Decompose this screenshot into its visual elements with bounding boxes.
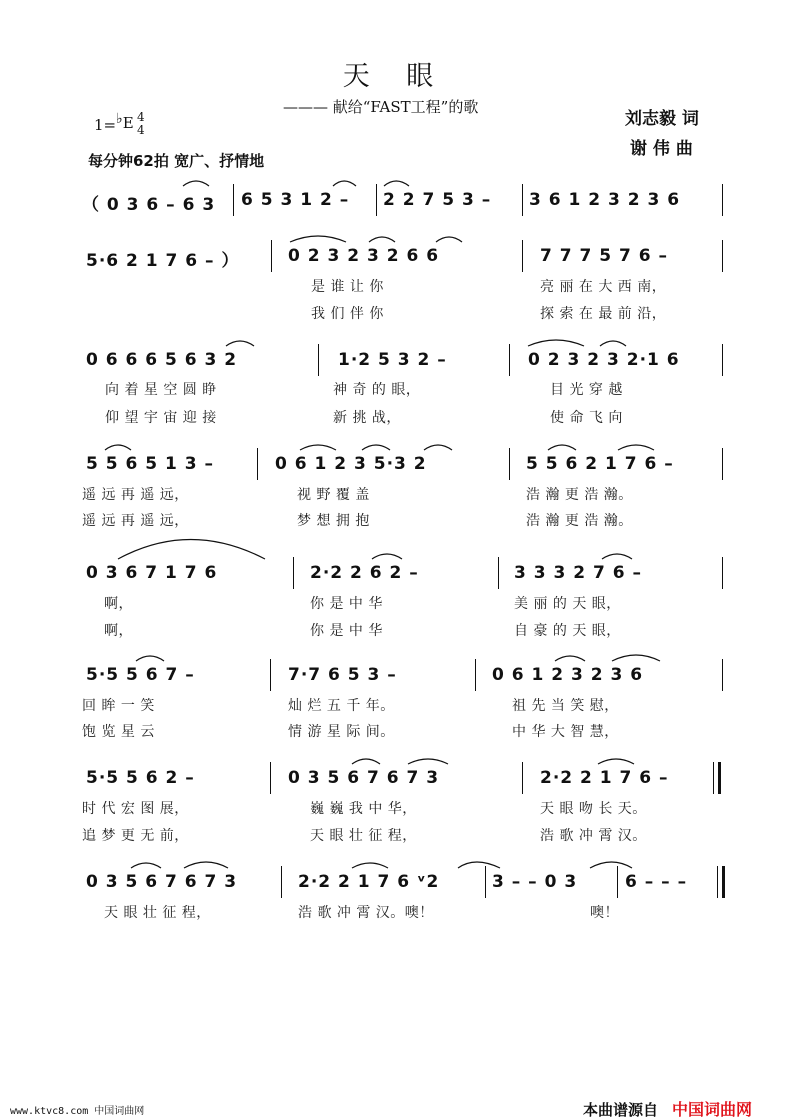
lyrics-s4-m1-v2: 遥 远 再 遥 远，: [82, 513, 189, 529]
notes-s3-m1: 0 6 6 6 5 6 3 2: [86, 350, 238, 370]
slur: [600, 341, 626, 346]
slur: [184, 862, 228, 868]
lyrics-s8-m2-v1: 浩 歌 冲 霄 汉。噢！: [298, 905, 434, 921]
slur: [436, 237, 462, 242]
notes-s7-m2: 0 3 5 6 7 6 7 3: [288, 768, 440, 788]
lyrics-s3-m3-v1: 目 光 穿 越: [550, 382, 623, 398]
lyrics-s6-m1-v2: 饱 览 星 云: [82, 724, 155, 740]
time-signature-top: 4: [137, 110, 145, 124]
notes-s1-m3: 2 2 7 5 3 –: [383, 190, 492, 210]
lyrics-s4-m3-v2: 浩 瀚 更 浩 瀚。: [526, 513, 633, 529]
lyrics-s7-m2-v2: 天 眼 壮 征 程，: [310, 828, 417, 844]
lyrics-s4-m1-v1: 遥 远 再 遥 远，: [82, 487, 189, 503]
song-subtitle: ——— 献给“FAST工程”的歌: [283, 98, 479, 116]
footer-brand-link[interactable]: 中国词曲网: [672, 1100, 753, 1119]
lyrics-s5-m2-v2: 你 是 中 华: [310, 623, 383, 639]
lyrics-s7-m1-v2: 追 梦 更 无 前，: [82, 828, 189, 844]
notes-s4-m3: 5 5 6 2 1 7 6 –: [526, 454, 674, 474]
notes-s2-m3: 7 7 7 5 7 6 –: [540, 246, 668, 266]
lyrics-s6-m3-v1: 祖 先 当 笑 慰，: [512, 698, 619, 714]
notes-s8-m3: 3 – – 0 3: [492, 872, 578, 892]
lyrics-s5-m3-v2: 自 豪 的 天 眼，: [514, 623, 621, 639]
song-title: 天 眼: [342, 61, 448, 92]
lyrics-s5-m2-v1: 你 是 中 华: [310, 596, 383, 612]
slur: [408, 759, 448, 764]
lyrics-s3-m3-v2: 使 命 飞 向: [550, 410, 623, 426]
composer-credit: 谢 伟 曲: [630, 139, 693, 159]
slur: [362, 445, 390, 450]
lyrics-s5-m1-v2: 啊，: [104, 623, 133, 639]
slur: [226, 341, 254, 346]
slur: [105, 445, 131, 450]
notes-s5-m1: 0 3 6 7 1 7 6: [86, 563, 218, 583]
lyrics-s7-m3-v2: 浩 歌 冲 霄 汉。: [540, 828, 647, 844]
slur: [528, 340, 584, 346]
slur: [598, 759, 634, 764]
lyrics-s6-m2-v1: 灿 烂 五 千 年。: [288, 698, 395, 714]
key-prefix: 1=: [94, 116, 117, 134]
lyrics-s2-m3-v1: 亮 丽 在 大 西 南，: [540, 279, 667, 295]
lyrics-s4-m3-v1: 浩 瀚 更 浩 瀚。: [526, 487, 633, 503]
notes-s1-m2: 6 5 3 1 2 –: [241, 190, 350, 210]
lyrics-s3-m1-v1: 向 着 星 空 圆 睁: [105, 382, 217, 398]
notes-s1-m1: （ 0 3 6 – 6 3: [82, 195, 216, 215]
lyricist-credit: 刘志毅 词: [625, 109, 699, 129]
slur: [612, 655, 660, 661]
footer-source: [583, 1097, 752, 1120]
lyrics-s4-m2-v2: 梦 想 拥 抱: [297, 513, 370, 529]
time-signature-bottom: 4: [137, 123, 145, 137]
slur: [384, 181, 409, 186]
slur: [602, 554, 632, 559]
notes-s2-m2: 0 2 3 2 3 2 6 6: [288, 246, 440, 266]
flat-symbol: ♭: [116, 111, 123, 127]
key-letter: E: [122, 114, 134, 132]
notes-s8-m4: 6 – – –: [625, 872, 688, 892]
notes-s5-m2: 2·2 2 6 2 –: [310, 563, 419, 583]
notes-s5-m3: 3 3 3 2 7 6 –: [514, 563, 642, 583]
lyrics-s8-m3-v1: 噢！: [590, 905, 619, 921]
lyrics-s6-m3-v2: 中 华 大 智 慧，: [512, 724, 619, 740]
lyrics-s2-m3-v2: 探 索 在 最 前 沿，: [540, 306, 667, 322]
lyrics-s7-m1-v1: 时 代 宏 图 展，: [82, 801, 189, 817]
slur: [548, 445, 576, 450]
footer-site-url[interactable]: www.ktvc8.com 中国词曲网: [10, 1106, 145, 1117]
slur: [352, 863, 388, 868]
slur: [590, 862, 632, 868]
slur: [458, 862, 500, 868]
slur: [333, 181, 356, 186]
lyrics-s4-m2-v1: 视 野 覆 盖: [297, 487, 370, 503]
notes-s4-m1: 5 5 6 5 1 3 –: [86, 454, 214, 474]
lyrics-s6-m1-v1: 回 眸 一 笑: [82, 698, 155, 714]
notes-s6-m3: 0 6 1 2 3 2 3 6: [492, 665, 644, 685]
lyrics-s7-m2-v1: 巍 巍 我 中 华，: [310, 801, 417, 817]
footer-source-label: 本曲谱源自: [583, 1101, 659, 1119]
slur: [372, 554, 402, 559]
lyrics-s3-m2-v1: 神 奇 的 眼，: [333, 382, 421, 398]
notes-s8-m2: 2·2 2 1 7 6 ᵛ2: [298, 872, 440, 892]
notes-s3-m3: 0 2 3 2 3 2·1 6: [528, 350, 680, 370]
slur: [136, 656, 164, 661]
notes-s1-m4: 3 6 1 2 3 2 3 6: [529, 190, 681, 210]
slur: [118, 540, 265, 560]
lyrics-s8-m1-v1: 天 眼 壮 征 程，: [104, 905, 211, 921]
slur: [618, 445, 654, 450]
lyrics-s7-m3-v1: 天 眼 吻 长 天。: [540, 801, 647, 817]
slur: [352, 759, 380, 764]
slur: [183, 181, 209, 186]
slur: [555, 656, 585, 661]
lyrics-s6-m2-v2: 情 游 星 际 间。: [288, 724, 395, 740]
slur: [290, 236, 346, 242]
lyrics-s5-m3-v1: 美 丽 的 天 眼，: [514, 596, 621, 612]
notes-s7-m1: 5·5 5 6 2 –: [86, 768, 195, 788]
notes-s7-m3: 2·2 2 1 7 6 –: [540, 768, 669, 788]
notes-s3-m2: 1·2 5 3 2 –: [338, 350, 447, 370]
lyrics-s2-m2-v2: 我 们 伴 你: [311, 306, 384, 322]
notes-s4-m2: 0 6 1 2 3 5·3 2: [275, 454, 427, 474]
notes-s8-m1: 0 3 5 6 7 6 7 3: [86, 872, 238, 892]
notes-s6-m2: 7·7 6 5 3 –: [288, 665, 397, 685]
tempo-marking: 每分钟62拍 宽广、抒情地: [88, 152, 265, 170]
lyrics-s3-m1-v2: 仰 望 宇 宙 迎 接: [105, 410, 217, 426]
slur: [369, 237, 395, 242]
lyrics-s5-m1-v1: 啊，: [104, 596, 133, 612]
slur: [131, 863, 161, 868]
slur: [424, 445, 452, 450]
notes-s2-m1: 5·6 2 1 7 6 – ）: [86, 251, 240, 271]
slur: [300, 445, 336, 450]
lyrics-s3-m2-v2: 新 挑 战，: [333, 410, 401, 426]
lyrics-s2-m2-v1: 是 谁 让 你: [311, 279, 384, 295]
notes-s6-m1: 5·5 5 6 7 –: [86, 665, 195, 685]
